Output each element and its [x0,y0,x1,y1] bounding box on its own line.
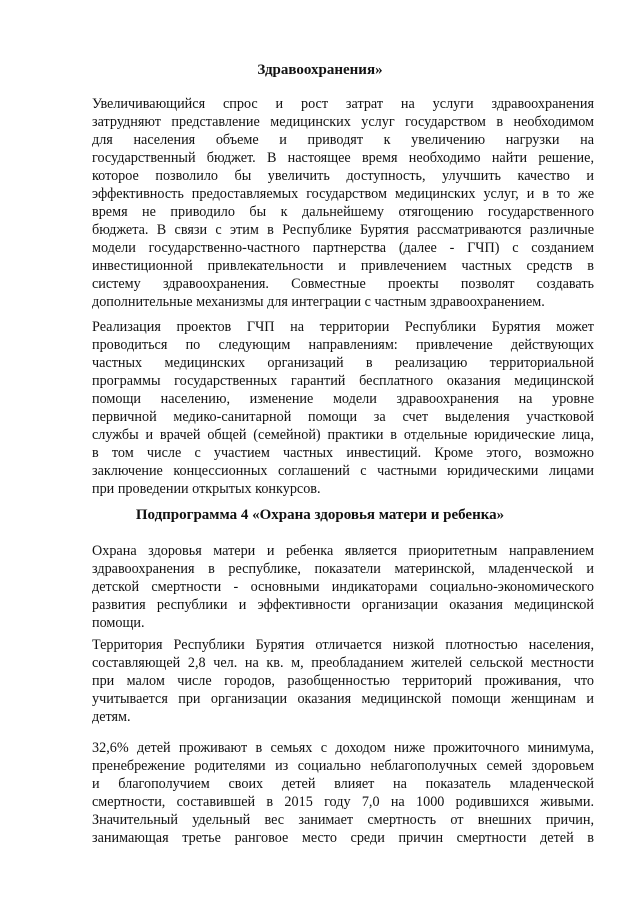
text-line: программы государственных гарантий бесплатного оказания медицинской [92,373,594,389]
text-line: проводиться по следующим направлениям: привлечение действующих [92,337,594,353]
text-line: модели государственно-частного партнерства (далее - ГЧП) с созданием [92,240,594,256]
text-line: пренебрежение родителями из социально неблагополучных семей здоровьем [92,758,594,774]
text-line: детям. [92,709,131,725]
text-line: первичной медико-санитарной помощи за счет выделения участковой [92,409,594,425]
text-line: учитывается при организации оказания медицинской помощи женщинам и [92,691,594,707]
text-line: Значительный удельный вес занимает смертность от внешних причин, [92,812,594,828]
text-line: заключение концессионных соглашений с частными юридическими лицами [92,463,594,479]
text-line: Охрана здоровья матери и ребенка является приоритетным направлением [92,543,594,559]
text-line: занимающая третье ранговое место среди причин смертности детей в [92,830,594,846]
text-line: дополнительные механизмы для интеграции с частным здравоохранением. [92,294,545,310]
text-line: инвестиционной привлекательности и привлечением частных средств в [92,258,594,274]
text-line: эффективность предоставляемых государством медицинских услуг, и в то же [92,186,594,202]
text-line: Реализация проектов ГЧП на территории Республики Бурятия может [92,319,594,335]
text-line: при проведении открытых конкурсов. [92,481,321,497]
text-line: в том числе с участием частных инвестиций. Кроме этого, возможно [92,445,594,461]
paragraph-ppp-directions [92,318,594,498]
text-line: систему здравоохранения. Совместные проекты позволят создавать [92,276,594,292]
text-line: частных медицинских организаций в реализацию территориальной [92,355,594,371]
text-line: здравоохранения в республике, показатели материнской, младенческой и [92,561,594,577]
text-line: при малом числе городов, разобщенностью территорий проживания, что [92,673,594,689]
text-line: Территория Республики Бурятия отличается низкой плотностью населения, [92,637,594,653]
text-line: смертности, составившей в 2015 году 7,0 на 1000 родившихся живыми. [92,794,594,810]
text-line: Увеличивающийся спрос и рост затрат на услуги здравоохранения [92,96,594,112]
text-line: службы и врачей общей (семейной) практики в отдельные юридические лица, [92,427,594,443]
text-line: 32,6% детей проживают в семьях с доходом ниже прожиточного минимума, [92,740,594,756]
text-line: для населения объеме и приводят к увеличению нагрузки на [92,132,594,148]
text-line: помощи населению, изменение модели здравоохранения на уровне [92,391,594,407]
paragraph-territory [92,636,594,726]
paragraph-child-mortality [92,739,594,847]
subprogram-heading: Подпрограмма 4 «Охрана здоровья матери и ребенка» [135,507,505,523]
text-line: государственный бюджет. В настоящее время необходимо найти решение, [92,150,594,166]
text-line: и благополучием своих детей влияет на показатель младенческой [92,776,594,792]
text-line: время не приводило бы к дальнейшему отягощению государственного [92,204,594,220]
paragraph-ppp-intro [92,95,594,311]
text-line: затрудняют представление медицинских услуг государством в необходимом [92,114,594,130]
text-line: составляющей 2,8 чел. на кв. м, преобладанием жителей сельской местности [92,655,594,671]
text-line: которое позволило бы увеличить доступность, улучшить качество и [92,168,594,184]
text-line: детской смертности - основными индикаторами социально-экономического [92,579,594,595]
text-line: развития республики и эффективности организации оказания медицинской [92,597,594,613]
text-line: помощи. [92,615,145,631]
text-line: бюджета. В связи с этим в Республике Бурятия рассматриваются различные [92,222,594,238]
paragraph-maternal-health-priority [92,542,594,632]
section-heading: Здравоохранения» [257,62,383,78]
